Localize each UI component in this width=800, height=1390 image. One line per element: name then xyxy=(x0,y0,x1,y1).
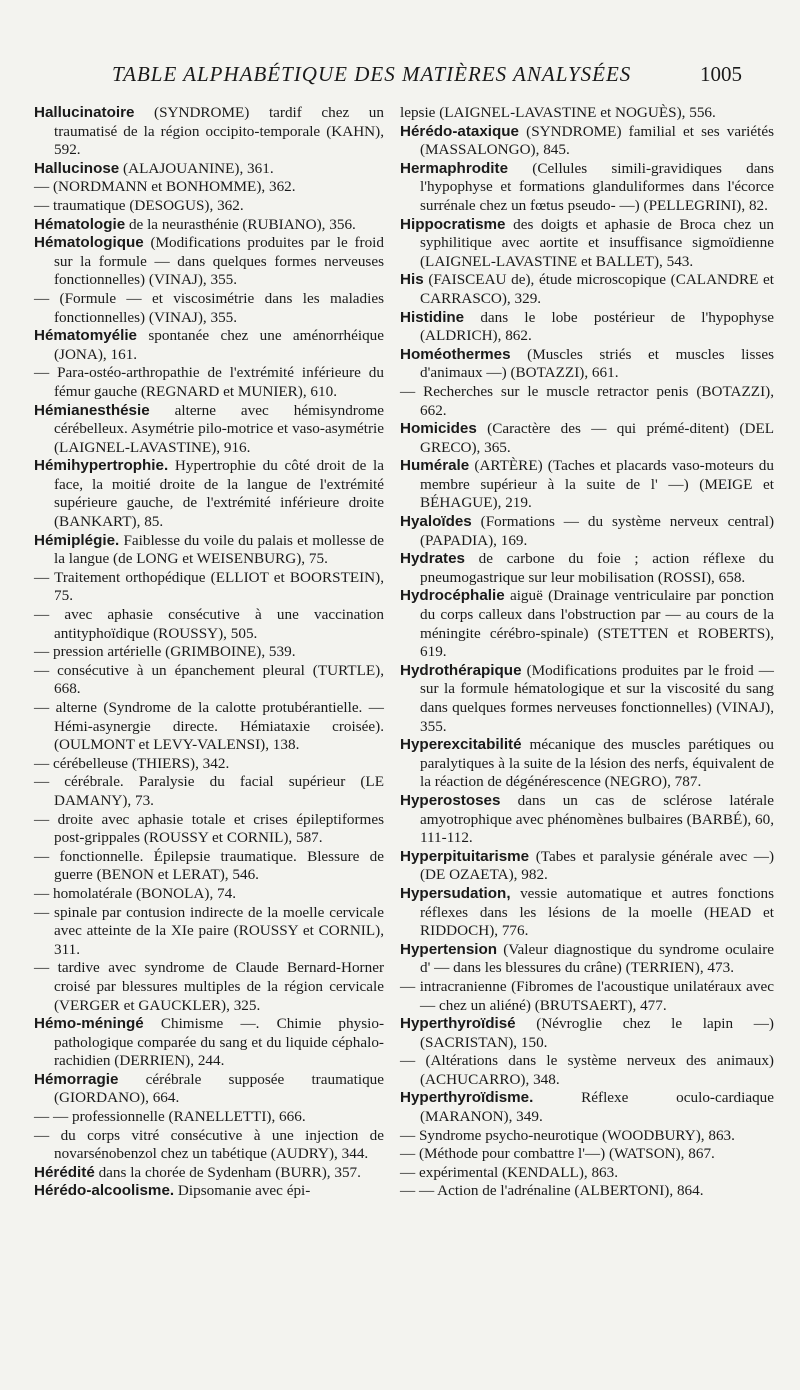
index-entry xyxy=(34,643,384,662)
index-entry xyxy=(400,1145,774,1164)
index-entry xyxy=(34,755,384,774)
entry-text: — pression artérielle (GRIMBOINE), 539. xyxy=(34,643,296,661)
index-entry xyxy=(400,160,774,216)
entry-text: (ARTÈRE) (Taches et placards vaso-moteurs du membre supérieur à la suite de l' —) (MEIGE et BÉHAGUE), 219. xyxy=(420,457,774,512)
entry-heading: Hyaloïdes xyxy=(400,513,472,531)
running-title: TABLE ALPHABÉTIQUE DES MATIÈRES ANALYSÉES xyxy=(112,62,632,86)
entry-heading: Hémihypertrophie. xyxy=(34,457,169,475)
entry-heading: Humérale xyxy=(400,457,470,475)
entry-text: — (NORDMANN et BONHOMME), 362. xyxy=(34,178,296,196)
index-entry xyxy=(400,1127,774,1146)
entry-heading: Hémorragie xyxy=(34,1070,119,1088)
index-entry xyxy=(400,848,774,885)
entry-text: — intracranienne (Fibromes de l'acoustique unilatéraux avec — chez un aliéné) (BRUTSAERT), 477. xyxy=(400,977,774,1014)
entry-heading: Hémianesthésie xyxy=(34,401,150,419)
index-entry xyxy=(400,1182,774,1201)
index-entry xyxy=(34,532,384,569)
page-header xyxy=(0,62,800,96)
entry-heading: Hérédo-alcoolisme. xyxy=(34,1182,175,1200)
index-entry xyxy=(34,327,384,364)
index-entry xyxy=(34,1015,384,1071)
index-entry xyxy=(400,736,774,792)
entry-text: — — Action de l'adrénaline (ALBERTONI), 864. xyxy=(400,1182,704,1200)
entry-text: — consécutive à un épanchement pleural (TURTLE), 668. xyxy=(34,661,384,698)
index-entry xyxy=(400,383,774,420)
index-entry xyxy=(34,885,384,904)
entry-heading: His xyxy=(400,271,424,289)
index-entry xyxy=(34,234,384,290)
entry-text: — Syndrome psycho-neurotique (WOODBURY), 863. xyxy=(400,1126,735,1144)
index-entry xyxy=(34,1164,384,1183)
entry-heading: Hématomyélie xyxy=(34,327,137,345)
entry-text: (Tabes et paralysie générale avec —) (DE OZAETA), 982. xyxy=(420,847,775,884)
entry-heading: Homicides xyxy=(400,420,477,438)
entry-text: de la neurasthénie (RUBIANO), 356. xyxy=(128,215,356,233)
index-entry xyxy=(400,1089,774,1126)
index-entry xyxy=(400,885,774,941)
entry-heading: Hyperthyroïdisé xyxy=(400,1015,516,1033)
entry-text: — fonctionnelle. Épilepsie traumatique. Blessure de guerre (BENON et LERAT), 546. xyxy=(34,847,384,884)
index-entry xyxy=(34,364,384,401)
entry-text: alterne avec hémisyndrome cérébelleux. Asymétrie pilo-motrice et vaso-asymétrie (LAIGNEL-LAVASTINE), 916. xyxy=(54,401,384,456)
entry-text: vessie automatique et autres fonctions réflexes dans les lésions de la moelle (HEAD et RIDDOCH), 776. xyxy=(420,884,774,940)
entry-text: — Recherches sur le muscle retractor penis (BOTAZZI), 662. xyxy=(400,382,774,419)
index-entry xyxy=(400,1164,774,1183)
index-entry xyxy=(400,420,774,457)
index-entry xyxy=(400,271,774,308)
index-entry xyxy=(34,290,384,327)
entry-text: (SYNDROME) tardif chez un traumatisé de la région occipito-temporale (KAHN), 592. xyxy=(54,104,384,159)
entry-text: (ALAJOUANINE), 361. xyxy=(123,159,274,177)
entry-text: (Formations — du système nerveux central) (PAPADIA), 169. xyxy=(420,513,774,549)
index-entry xyxy=(400,550,774,587)
index-entry xyxy=(34,699,384,755)
entry-heading: Hyperexcitabilité xyxy=(400,736,522,754)
entry-text: (FAISCEAU de), étude microscopique (CALANDRE et CARRASCO), 329. xyxy=(420,271,775,307)
entry-text: — tardive avec syndrome de Claude Bernard-Horner croisé par blessures multiples de la région cervicale (VERGER et GAUCKLER), 325. xyxy=(34,959,384,1014)
index-entry xyxy=(34,197,384,216)
index-entry xyxy=(34,178,384,197)
entry-text: Dipsomanie avec épi- xyxy=(177,1182,311,1200)
entry-heading: Hémo-méningé xyxy=(34,1015,144,1033)
entry-heading: Hématologie xyxy=(34,215,126,233)
entry-text: des doigts et aphasie de Broca chez un syphilitique avec aortite et insuffisance sigmoïdienne (LAIGNEL-LAVASTINE et BALLET), 543. xyxy=(420,215,775,270)
entry-text: — expérimental (KENDALL), 863. xyxy=(400,1163,619,1181)
entry-text: (Névroglie chez le lapin —) (SACRISTAN), 150. xyxy=(420,1015,774,1051)
index-entry xyxy=(34,1182,384,1201)
index-entry xyxy=(400,216,774,272)
entry-heading: Hallucinatoire xyxy=(34,104,135,121)
index-entry xyxy=(34,959,384,1015)
entry-text: — avec aphasie consécutive à une vaccination antityphoïdique (ROUSSY), 505. xyxy=(34,606,384,642)
index-entry xyxy=(400,792,774,848)
entry-text: aiguë (Drainage ventriculaire par ponction du corps calleux dans l'obstruction par — au cours de la méningite cérébro-spinale) (STETTEN et ROBERTS), 619. xyxy=(420,587,775,661)
index-entry xyxy=(34,457,384,531)
index-entry xyxy=(34,848,384,885)
entry-text: Réflexe oculo-cardiaque (MARANON), 349. xyxy=(420,1089,774,1126)
entry-heading: Hippocratisme xyxy=(400,215,506,233)
entry-heading: Hématologique xyxy=(34,234,144,252)
index-entry xyxy=(34,904,384,960)
entry-heading: Hydrocéphalie xyxy=(400,587,505,605)
entry-text: spontanée chez une aménorrhéique (JONA), 161. xyxy=(54,327,385,363)
entry-heading: Hyperostoses xyxy=(400,791,501,809)
entry-text: (SYNDROME) familial et ses variétés (MASSALONGO), 845. xyxy=(420,122,775,159)
entry-text: (Cellules simili-gravidiques dans l'hypophyse et formations glanduliformes dans l'écorce surrénale chez un fœtus pseudo- —) (PELLEGRINI), 82. xyxy=(420,159,774,214)
index-entry xyxy=(34,402,384,458)
entry-text: (Caractère des — qui prémé-ditent) (DEL GRECO), 365. xyxy=(420,420,775,456)
entry-text: dans un cas de sclérose latérale amyotrophique avec phénomènes bulbaires (BARBÉ), 60, 111-112. xyxy=(420,791,774,847)
entry-heading: Histidine xyxy=(400,308,465,326)
index-entry xyxy=(400,662,774,736)
index-entry xyxy=(34,160,384,179)
entry-heading: Hérédité xyxy=(34,1163,95,1181)
entry-heading: Hypertension xyxy=(400,940,498,958)
entry-text: (Modifications produites par le froid — sur la formule hématologique et sur la viscosité du sang dans quelques formes nerveuses fonctionnelles) (VINAJ), 355. xyxy=(420,661,774,735)
index-entry xyxy=(400,513,774,550)
entry-text: lepsie (LAIGNEL-LAVASTINE et NOGUÈS), 556. xyxy=(400,104,716,121)
index-entry xyxy=(400,978,774,1015)
index-entry xyxy=(34,569,384,606)
entry-heading: Hermaphrodite xyxy=(400,159,509,177)
entry-text: — — professionnelle (RANELLETTI), 666. xyxy=(34,1108,306,1126)
index-entry xyxy=(400,457,774,513)
index-entry xyxy=(400,1015,774,1052)
entry-text: Faiblesse du voile du palais et mollesse de la langue (de LONG et WEISENBURG), 75. xyxy=(54,531,384,568)
index-entry xyxy=(400,309,774,346)
entry-text: — du corps vitré consécutive à une injection de novarsénobenzol chez un tabétique (AUDRY), 344. xyxy=(34,1126,384,1163)
entry-text: (Valeur diagnostique du syndrome oculaire d' — dans les blessures du crâne) (TERRIEN), 473. xyxy=(420,940,774,977)
entry-text: Chimisme —. Chimie physio-pathologique comparée du sang et du liquide céphalo-rachidien (DERRIEN), 244. xyxy=(54,1015,384,1070)
entry-text: — Para-ostéo-arthropathie de l'extrémité inférieure du fémur gauche (REGNARD et MUNIER), 610. xyxy=(34,364,384,400)
index-entry xyxy=(34,773,384,810)
index-entry xyxy=(34,662,384,699)
entry-text: — spinale par contusion indirecte de la moelle cervicale avec atteinte de la XIe paire (ROUSSY et CORNIL), 311. xyxy=(34,903,384,958)
entry-heading: Hérédo-ataxique xyxy=(400,122,520,140)
index-entry xyxy=(34,1071,384,1108)
entry-text: dans le lobe postérieur de l'hypophyse (ALDRICH), 862. xyxy=(420,308,774,345)
entry-text: — traumatique (DESOGUS), 362. xyxy=(34,196,244,214)
entry-text: (Modifications produites par le froid sur la formule — dans quelques formes nerveuses fonctionnelles) (VINAJ), 355. xyxy=(54,234,385,289)
index-entry xyxy=(400,346,774,383)
index-entry xyxy=(34,811,384,848)
index-entry xyxy=(400,104,774,123)
entry-text: — droite avec aphasie totale et crises épileptiformes post-grippales (ROUSSY et CORNIL), 587. xyxy=(34,810,384,847)
entry-text: mécanique des muscles parétiques ou paralytiques à la suite de la lésion des nerfs, équivalent de la réaction de dégénérescence (NEGRO), 787. xyxy=(420,736,774,791)
entry-text: — cérébelleuse (THIERS), 342. xyxy=(34,754,230,772)
entry-text: — homolatérale (BONOLA), 74. xyxy=(34,884,237,902)
entry-heading: Hypersudation, xyxy=(400,884,511,902)
index-entry xyxy=(34,1127,384,1164)
index-entry xyxy=(34,606,384,643)
entry-heading: Hyperpituitarisme xyxy=(400,847,530,865)
entry-text: (Muscles striés et muscles lisses d'animaux —) (BOTAZZI), 661. xyxy=(420,345,774,382)
index-entry xyxy=(400,587,774,661)
entry-text: — (Formule — et viscosimétrie dans les maladies fonctionnelles) (VINAJ), 355. xyxy=(34,289,384,326)
index-entry xyxy=(34,104,384,160)
entry-heading: Homéothermes xyxy=(400,345,511,363)
entry-heading: Hémiplégie. xyxy=(34,531,120,549)
left-column xyxy=(34,104,384,1201)
index-entry xyxy=(400,123,774,160)
entry-text: cérébrale supposée traumatique (GIORDANO), 664. xyxy=(54,1070,384,1107)
entry-text: — (Méthode pour combattre l'—) (WATSON), 867. xyxy=(400,1145,715,1163)
right-column xyxy=(400,104,774,1201)
index-entry xyxy=(400,1052,774,1089)
index-entry xyxy=(400,941,774,978)
entry-text: — (Altérations dans le système nerveux des animaux) (ACHUCARRO), 348. xyxy=(400,1052,774,1088)
entry-heading: Hydrates xyxy=(400,550,465,568)
entry-text: — alterne (Syndrome de la calotte protubérantielle. — Hémi-asynergie directe. Hémiataxie croisée). (OULMONT et LEVY-VALENSI), 138. xyxy=(34,699,384,754)
entry-heading: Hyperthyroïdisme. xyxy=(400,1089,534,1107)
entry-heading: Hallucinose xyxy=(34,159,120,177)
entry-text: — cérébrale. Paralysie du facial supérieur (LE DAMANY), 73. xyxy=(34,773,384,809)
index-entry xyxy=(34,1108,384,1127)
entry-text: — Traitement orthopédique (ELLIOT et BOORSTEIN), 75. xyxy=(34,568,384,605)
entry-heading: Hydrothérapique xyxy=(400,661,522,679)
page-number: 1005 xyxy=(700,62,742,86)
index-entry xyxy=(34,216,384,235)
entry-text: dans la chorée de Sydenham (BURR), 357. xyxy=(98,1163,361,1181)
entry-text: Hypertrophie du côté droit de la face, la moitié droite de la langue de l'extrémité supérieure gauche, de l'extrémité inférieure droite (BANKART), 85. xyxy=(54,457,385,531)
entry-text: de carbone du foie ; action réflexe du pneumogastrique sur leur mobilisation (ROSSI), 658. xyxy=(420,550,774,586)
